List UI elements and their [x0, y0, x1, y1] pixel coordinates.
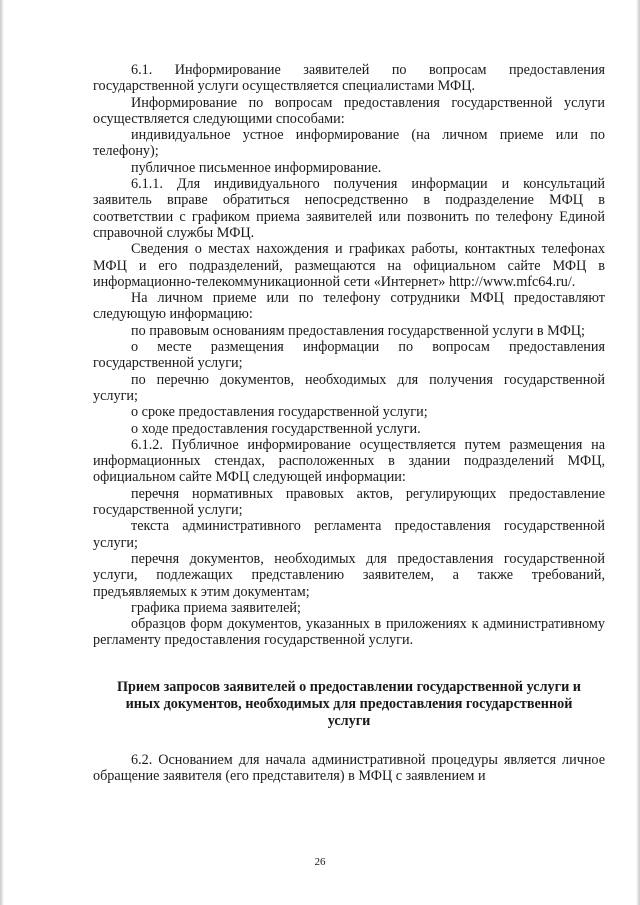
paragraph: 6.1.2. Публичное информирование осуществляется путем размещения на информационных стендах, расположенных в здании подразделений МФЦ, официальном сайте МФЦ следующей информации:: [93, 436, 605, 486]
scan-edge-right: [636, 0, 640, 905]
paragraph: индивидуальное устное информирование (на личном приеме или по телефону);: [93, 127, 605, 160]
paragraph: текста административного регламента предоставления государственной услуги;: [93, 518, 605, 551]
paragraph: публичное письменное информирование.: [131, 159, 382, 176]
paragraph: графика приема заявителей;: [131, 599, 301, 616]
paragraph: На личном приеме или по телефону сотрудники МФЦ предоставляют следующую информацию:: [93, 290, 605, 323]
paragraph: по правовым основаниям предоставления государственной услуги в МФЦ;: [131, 322, 585, 339]
paragraph: о месте размещения информации по вопросам предоставления государственной услуги;: [93, 339, 605, 372]
paragraph: Информирование по вопросам предоставления государственной услуги осуществляется следующими способами:: [93, 94, 605, 127]
section-6-2: [93, 752, 605, 785]
page-body: [93, 62, 605, 784]
paragraph: 6.2. Основанием для начала административной процедуры является личное обращение заявителя (его представителя) в МФЦ с заявлением и: [93, 751, 605, 784]
paragraph: о ходе предоставления государственной услуги.: [131, 420, 421, 437]
paragraph: по перечню документов, необходимых для получения государственной услуги;: [93, 371, 605, 404]
paragraph: 6.1. Информирование заявителей по вопросам предоставления государственной услуги осуществляется специалистами МФЦ.: [93, 62, 605, 95]
paragraph: о сроке предоставления государственной услуги;: [131, 404, 428, 421]
page-number: 26: [314, 856, 326, 868]
paragraph: образцов форм документов, указанных в приложениях к административному регламенту предоставления государственной услуги.: [93, 616, 605, 649]
scan-edge-left: [0, 0, 4, 905]
section-heading: Прием запросов заявителей о предоставлении государственной услуги и иных документов, необходимых для предоставления государственной услуги: [117, 678, 581, 729]
paragraph: 6.1.1. Для индивидуального получения информации и консультаций заявитель вправе обратиться непосредственно в подразделение МФЦ в соответствии с графиком приема заявителей или позвонить по телефону Единой справочной службы МФЦ.: [93, 176, 605, 241]
paragraph: перечня нормативных правовых актов, регулирующих предоставление государственной услуги;: [93, 485, 605, 519]
paragraph: перечня документов, необходимых для предоставления государственной услуги, подлежащих представлению заявителем, а также требований, предъявляемых к этим документам;: [93, 550, 605, 600]
paragraph: Сведения о местах нахождения и графиках работы, контактных телефонах МФЦ и его подразделений, размещаются на официальном сайте МФЦ в информационно-телекоммуникационной сети «Интернет» http://www.mfc64.ru/.: [93, 241, 605, 290]
section-6-1: [93, 62, 605, 649]
